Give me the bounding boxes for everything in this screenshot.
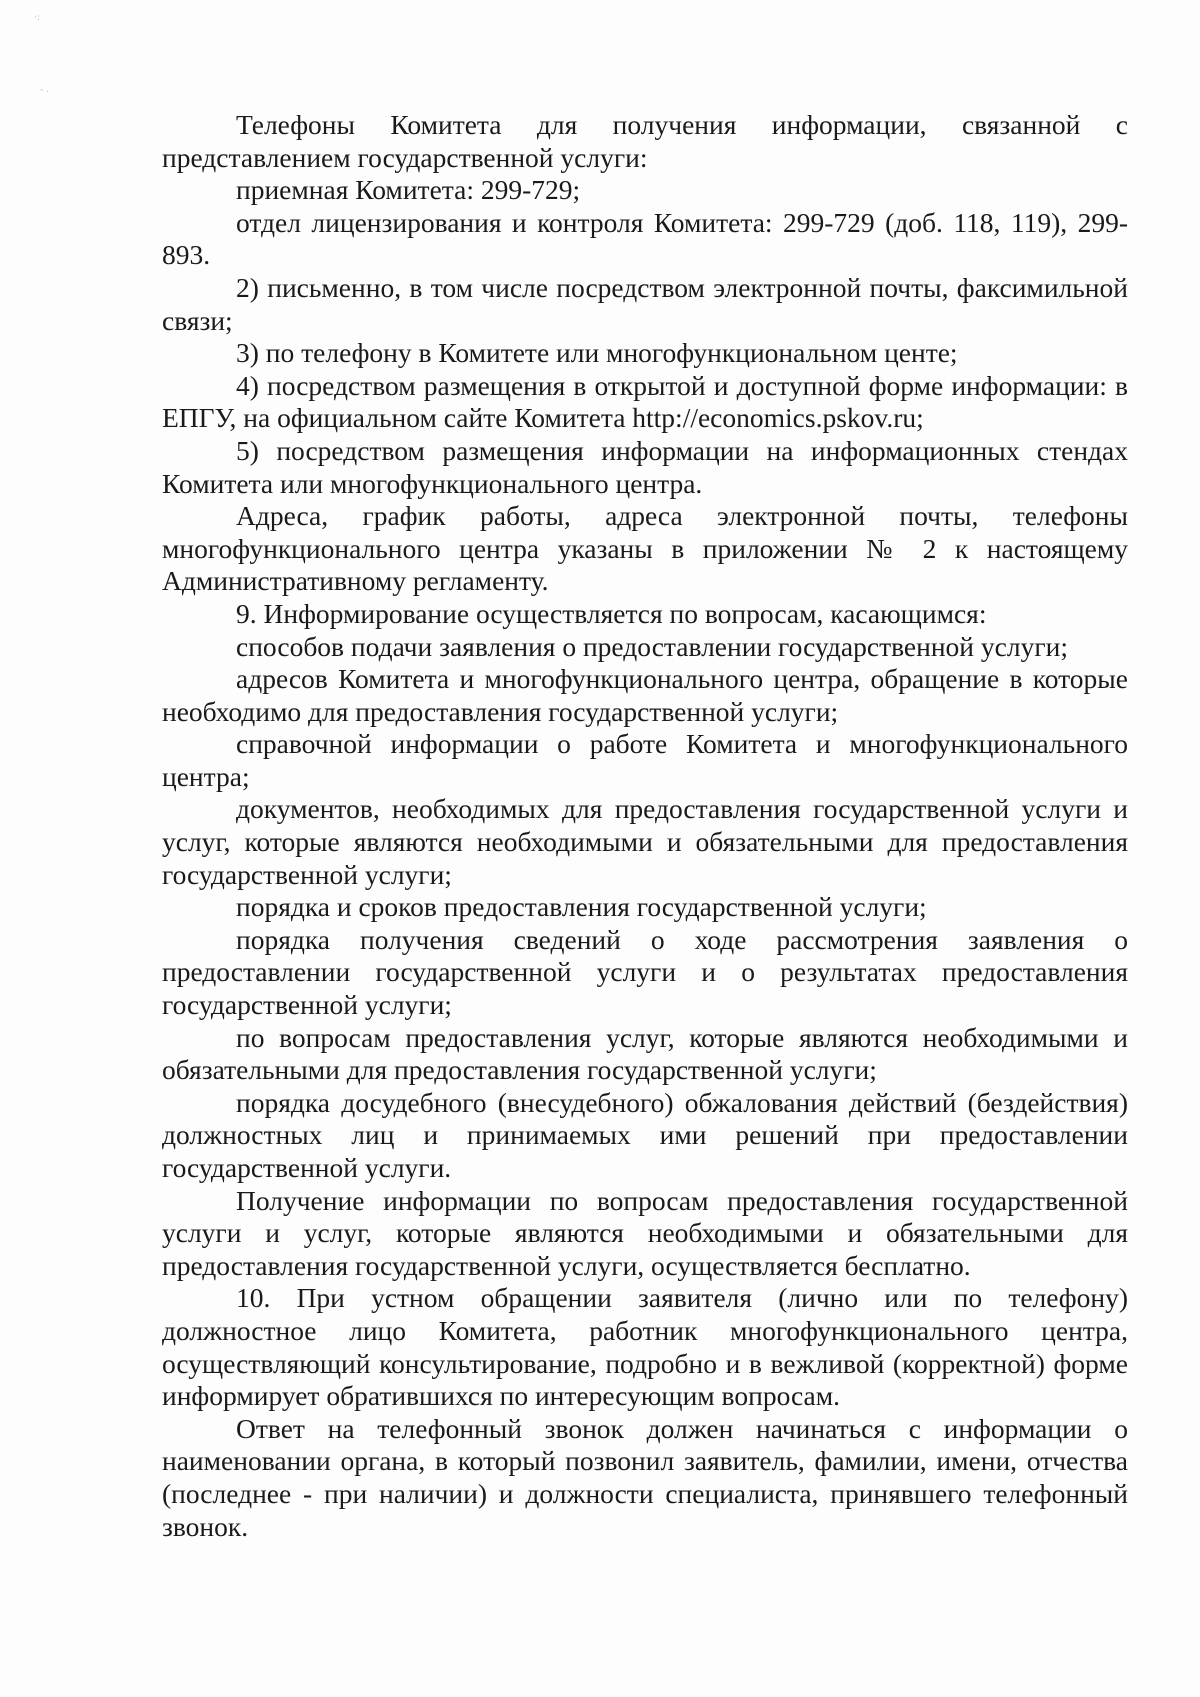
list-item-appeal-procedure: порядка досудебного (внесудебного) обжалования действий (бездействия) должностных лиц и принимаемых ими решений при предоставлении государственной услуги.	[162, 1086, 1128, 1183]
document-body	[162, 109, 1128, 1543]
list-item-documents: документов, необходимых для предоставления государственной услуги и услуг, которые являются необходимыми и обязательными для предоставления государственной услуги;	[162, 793, 1128, 890]
list-item-procedure-terms: порядка и сроков предоставления государственной услуги;	[236, 891, 927, 923]
scan-speck-icon: - .	[40, 85, 49, 95]
list-item-review-progress: порядка получения сведений о ходе рассмотрения заявления о предоставлении государственной услуги и о результатах предоставления государственной услуги;	[162, 923, 1128, 1021]
list-item-addresses: адресов Комитета и многофункционального центра, обращение в которые необходимо для предоставления государственной услуги;	[162, 663, 1128, 727]
paragraph-free-of-charge: Получение информации по вопросам предоставления государственной услуги и услуг, которые являются необходимыми и обязательными для предоставления государственной услуги, осуществляется бесплатно.	[162, 1184, 1128, 1281]
paragraph-item-5: 5) посредством размещения информации на информационных стендах Комитета или многофункционального центра.	[162, 434, 1128, 499]
paragraph-phones-intro: Телефоны Комитета для получения информации, связанной с представлением государственной услуги:	[162, 109, 1128, 173]
paragraph-mfc-addresses: Адреса, график работы, адреса электронной почты, телефоны многофункционального центра указаны в приложении № 2 к настоящему Административному регламенту.	[162, 500, 1128, 597]
paragraph-section-10: 10. При устном обращении заявителя (лично или по телефону) должностное лицо Комитета, работник многофункционального центра, осуществляющий консультирование, подробно и в вежливой (корректной) форме информирует обратившихся по интересующим вопросам.	[162, 1282, 1128, 1412]
list-item-reference-info: справочной информации о работе Комитета и многофункционального центра;	[162, 728, 1128, 792]
paragraph-reception-phone: приемная Комитета: 299-729;	[236, 174, 581, 206]
paragraph-phone-answer: Ответ на телефонный звонок должен начинаться с информации о наименовании органа, в который позвонил заявитель, фамилии, имени, отчества (последнее - при наличии) и должности специалиста, принявшего телефонный звонок.	[162, 1412, 1128, 1542]
scan-speck-icon: ·:	[34, 13, 40, 23]
paragraph-item-3: 3) по телефону в Комитете или многофункциональном центе;	[236, 337, 958, 369]
list-item-mandatory-services: по вопросам предоставления услуг, которые являются необходимыми и обязательными для предоставления государственной услуги;	[162, 1021, 1128, 1086]
paragraph-item-4: 4) посредством размещения в открытой и доступной форме информации: в ЕПГУ, на официальном сайте Комитета http://economics.pskov.ru;	[162, 369, 1128, 434]
list-item-submission-methods: способов подачи заявления о предоставлении государственной услуги;	[236, 630, 1068, 662]
paragraph-licensing-phone: отдел лицензирования и контроля Комитета: 299-729 (доб. 118, 119), 299-893.	[162, 206, 1128, 271]
paragraph-section-9: 9. Информирование осуществляется по вопросам, касающимся:	[236, 597, 987, 629]
paragraph-item-2: 2) письменно, в том числе посредством электронной почты, факсимильной связи;	[162, 271, 1128, 336]
